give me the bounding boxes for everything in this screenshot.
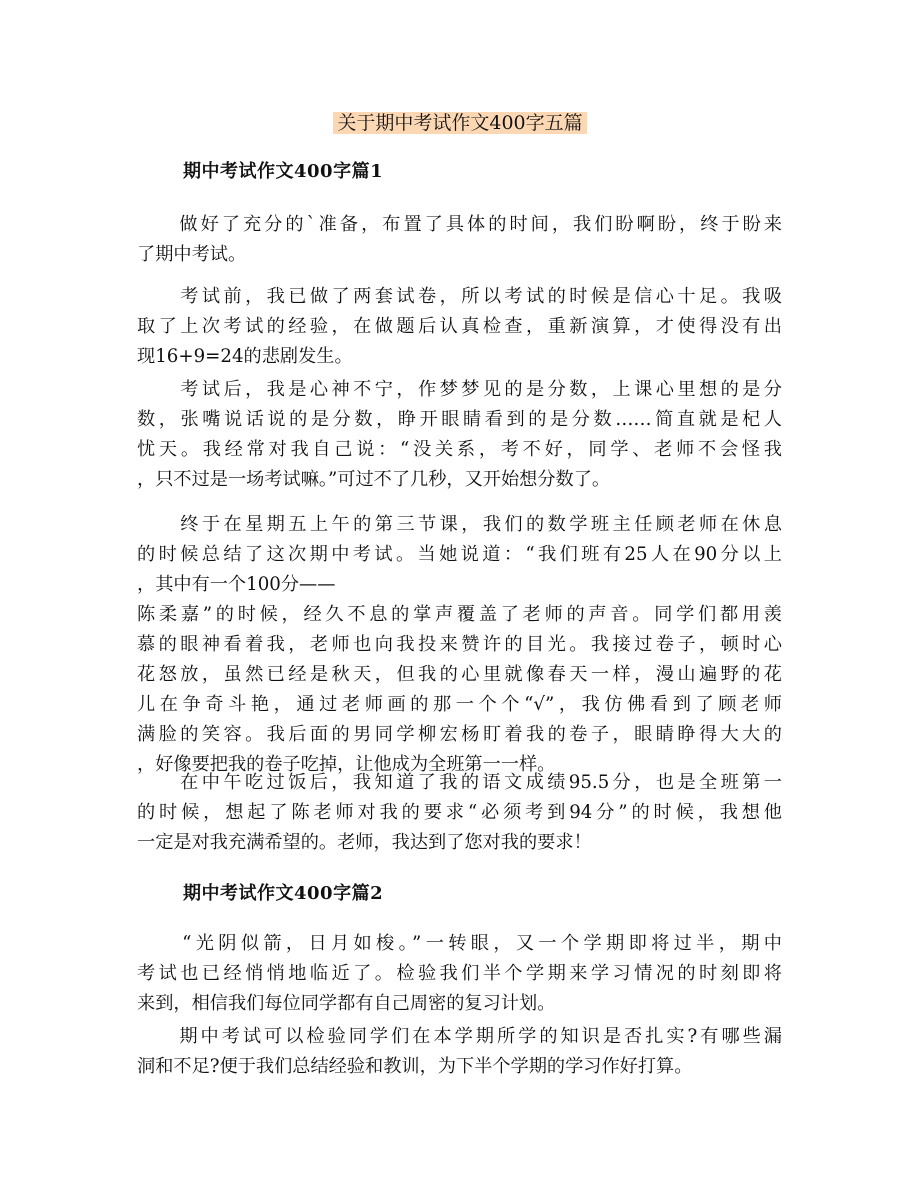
- text-line: 满脸的笑容。我后面的男同学柳宏杨盯着我的卷子，眼睛睁得大大的: [137, 724, 782, 745]
- text-line: 考试后，我是心神不宁，作梦梦见的是分数，上课心里想的是分: [137, 379, 782, 400]
- text-line: 考试前，我已做了两套试卷，所以考试的时候是信心十足。我吸: [137, 286, 782, 307]
- text-line: 终于在星期五上午的第三节课，我们的数学班主任顾老师在休息: [137, 514, 782, 535]
- paragraph: [137, 768, 782, 858]
- section-heading: 期中考试作文400字篇1: [183, 161, 384, 182]
- text-line: 花怒放，虽然已经是秋天，但我的心里就像春天一样，漫山遍野的花: [137, 664, 782, 685]
- text-line: 考试也已经悄悄地临近了。检验我们半个学期来学习情况的时刻即将: [137, 963, 782, 984]
- document-title-text: 关于期中考试作文400字五篇: [333, 112, 586, 134]
- section-heading: 期中考试作文400字篇2: [183, 883, 384, 904]
- text-line: ，只不过是一场考试嘛。”可过不了几秒，又开始想分数了。: [137, 469, 611, 490]
- text-line: 了期中考试。: [137, 244, 247, 265]
- paragraph: [137, 929, 782, 1019]
- text-line: 一定是对我充满希望的。老师，我达到了您对我的要求！: [137, 832, 592, 853]
- text-line: 期中考试可以检验同学们在本学期所学的知识是否扎实?有哪些漏: [137, 1026, 782, 1047]
- document-title: [0, 108, 920, 138]
- paragraph: [137, 282, 782, 372]
- text-line: “光阴似箭，日月如梭。”一转眼，又一个学期即将过半，期中: [137, 933, 782, 954]
- text-line: ，好像要把我的卷子吃掉，让他成为全班第一一样。: [137, 754, 556, 775]
- text-line: 现16+9=24的悲剧发生。: [137, 346, 353, 367]
- text-line: 取了上次考试的经验，在做题后认真检查，重新演算，才使得没有出: [137, 316, 782, 337]
- text-line: 数，张嘴说话说的是分数，睁开眼睛看到的是分数……简直就是杞人: [137, 409, 782, 430]
- text-line: 慕的眼神看着我，老师也向我投来赞许的目光。我接过卷子，顿时心: [137, 634, 782, 655]
- text-line: 做好了充分的`准备，布置了具体的时间，我们盼啊盼，终于盼来: [137, 214, 782, 235]
- paragraph: [137, 375, 782, 495]
- text-line: 来到，相信我们每位同学都有自己周密的复习计划。: [137, 993, 556, 1014]
- paragraph: [137, 1022, 782, 1082]
- text-line: 陈柔嘉”的时候，经久不息的掌声覆盖了老师的声音。同学们都用羡: [137, 604, 782, 625]
- text-line: 忧天。我经常对我自己说：“没关系，考不好，同学、老师不会怪我: [137, 439, 782, 460]
- text-line: 洞和不足?便于我们总结经验和教训，为下半个学期的学习作好打算。: [137, 1056, 693, 1077]
- text-line: 儿在争奇斗艳，通过老师画的那一个个“√”，我仿佛看到了顾老师: [137, 694, 782, 715]
- paragraph: [137, 510, 782, 780]
- text-line: 的时候总结了这次期中考试。当她说道：“我们班有25人在90分以上: [137, 544, 782, 565]
- text-line: 的时候，想起了陈老师对我的要求“必须考到94分”的时候，我想他: [137, 802, 782, 823]
- text-line: 在中午吃过饭后，我知道了我的语文成绩95.5分，也是全班第一: [137, 772, 782, 793]
- paragraph: [137, 210, 782, 270]
- text-line: ，其中有一个100分——: [137, 574, 336, 595]
